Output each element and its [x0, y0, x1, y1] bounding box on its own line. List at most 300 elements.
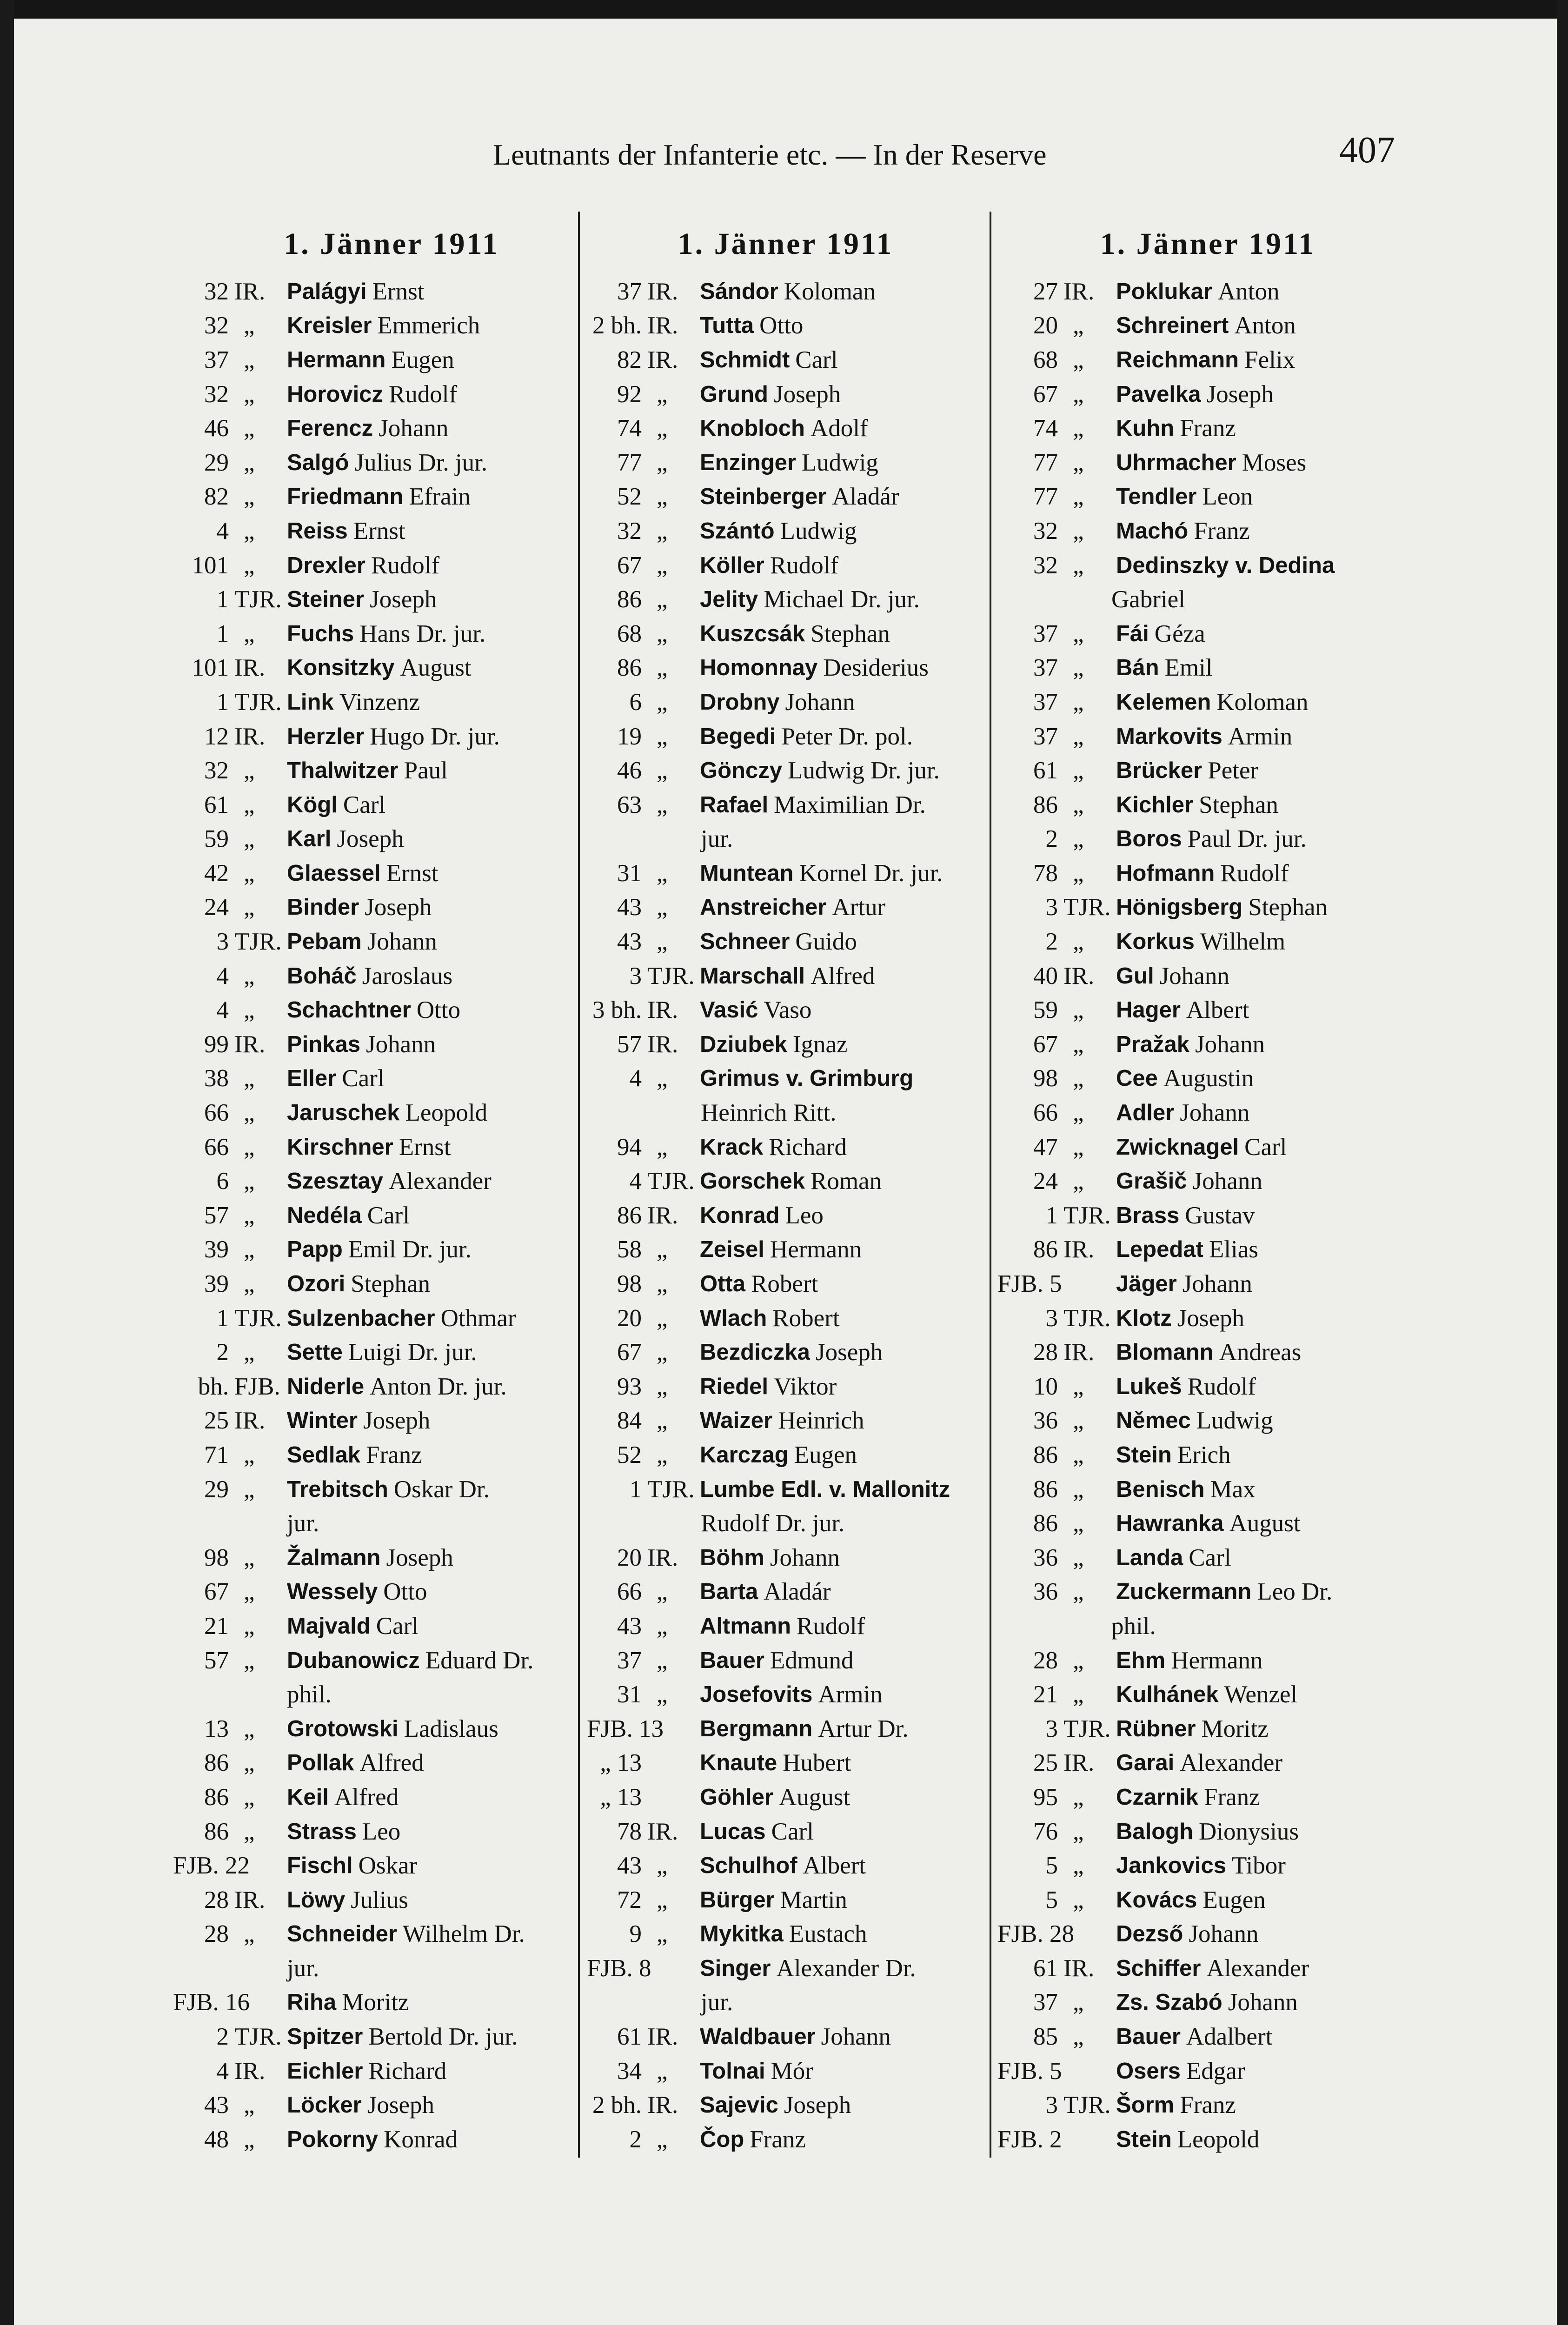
unit-type: „: [244, 1099, 255, 1127]
regiment-number: 85: [1033, 2023, 1058, 2051]
list-item: [173, 1609, 582, 1643]
surname: Schreinert: [1116, 313, 1229, 339]
given-name: Joseph: [1206, 380, 1274, 408]
surname: Ehm: [1116, 1647, 1166, 1673]
unit-type: „: [1073, 825, 1084, 853]
surname: Drobny: [700, 689, 780, 715]
list-item: [587, 1438, 984, 1472]
regiment-number: 36: [1033, 1544, 1058, 1571]
regiment-number: 39: [204, 1236, 229, 1263]
regiment-number: 61: [1033, 1954, 1058, 1982]
list-item: [997, 1404, 1418, 1438]
given-name: Hubert: [783, 1749, 851, 1777]
unit-type: „: [657, 1681, 668, 1708]
given-name: Artur: [832, 894, 886, 921]
unit-type: „: [657, 1920, 668, 1948]
unit-type: „: [244, 449, 255, 476]
continuation-text: jur.: [287, 1510, 319, 1537]
list-item: [173, 2088, 582, 2122]
given-name: Vinzenz: [339, 688, 420, 716]
surname: Jankovics: [1116, 1853, 1226, 1879]
surname: Zwicknagel: [1116, 1134, 1239, 1160]
unit-type: „: [657, 1133, 668, 1161]
given-name: Peter Dr. pol.: [781, 723, 913, 750]
unit-type: „: [1073, 1647, 1084, 1674]
surname: Eller: [287, 1066, 337, 1091]
regiment-number: 32: [204, 278, 229, 305]
unit-type: „: [244, 2126, 255, 2153]
list-item: [997, 1335, 1418, 1369]
list-item: [587, 2019, 984, 2054]
given-name: Carl: [795, 346, 838, 373]
given-name: Oskar Dr.: [393, 1475, 490, 1503]
unit-type: „: [244, 483, 255, 511]
regiment-number: 92: [617, 380, 642, 408]
unit-type: „: [244, 825, 255, 853]
unit-type: „: [657, 1578, 668, 1606]
given-name: Stephan: [811, 620, 890, 647]
regiment-number: 4: [216, 996, 229, 1024]
regiment-number: 66: [204, 1133, 229, 1161]
surname: Reichmann: [1116, 347, 1239, 372]
unit-type: „: [244, 1168, 255, 1195]
surname: Sedlak: [287, 1442, 360, 1468]
surname: Bauer: [700, 1647, 764, 1673]
unit-type: „: [1073, 1510, 1084, 1537]
regiment-number: 32: [1033, 551, 1058, 579]
surname: Konsitzky: [287, 655, 395, 681]
surname: Enzinger: [700, 450, 796, 475]
surname: Tolnai: [700, 2058, 765, 2084]
given-name: Leo Dr.: [1257, 1578, 1333, 1606]
regiment-number: 67: [617, 1339, 642, 1366]
unit-type: „: [244, 1133, 255, 1161]
surname: Pavelka: [1116, 381, 1201, 407]
regiment-number: „ 13: [600, 1783, 642, 1811]
unit-type: „: [657, 586, 668, 613]
list-item: [587, 1712, 984, 1746]
list-item: [173, 548, 582, 583]
surname: Sándor: [700, 279, 778, 304]
surname: Mykitka: [700, 1921, 784, 1947]
list-item: [173, 651, 582, 685]
list-item: [997, 2019, 1418, 2054]
given-name: Ladislaus: [404, 1715, 498, 1742]
given-name: Albert: [803, 1852, 866, 1880]
unit-type: „: [657, 483, 668, 511]
unit-type: „: [244, 1236, 255, 1263]
surname: Hofmann: [1116, 860, 1215, 886]
regiment-number: 93: [617, 1373, 642, 1400]
list-item: [997, 2054, 1418, 2088]
surname: Jelity: [700, 587, 758, 612]
unit-type: „: [1073, 928, 1084, 956]
list-item: [997, 651, 1418, 685]
regiment-number: 78: [1033, 859, 1058, 887]
regiment-number: „ 13: [600, 1749, 642, 1777]
unit-type: „: [1073, 723, 1084, 750]
regiment-number: 37: [1033, 620, 1058, 647]
list-item: [173, 753, 582, 788]
unit-type: TJR.: [234, 586, 282, 613]
surname: Bauer: [1116, 2024, 1181, 2050]
unit-type: IR.: [647, 1818, 678, 1845]
regiment-number: 3: [629, 962, 642, 990]
given-name: Maximilian Dr.: [774, 791, 926, 818]
unit-type: TJR.: [647, 1475, 695, 1503]
unit-type: IR.: [647, 278, 678, 305]
unit-type: „: [244, 551, 255, 579]
regiment-number: 9: [629, 1920, 642, 1948]
given-name: Michael Dr. jur.: [764, 586, 920, 613]
list-item: [587, 1267, 984, 1301]
regiment-number: FJB. 5: [997, 1270, 1062, 1298]
list-item: [997, 1472, 1418, 1507]
given-name: August: [400, 654, 472, 682]
list-item: [997, 1541, 1418, 1575]
given-name: Emil Dr. jur.: [348, 1236, 472, 1263]
regiment-number: 67: [204, 1578, 229, 1606]
regiment-number: bh.: [198, 1373, 229, 1400]
unit-type: „: [244, 1749, 255, 1777]
list-item: [997, 788, 1418, 822]
list-item: [997, 1677, 1418, 1712]
surname: Gönczy: [700, 758, 782, 784]
list-item: [173, 2054, 582, 2088]
given-name: Hans Dr. jur.: [359, 620, 486, 647]
surname: Nedéla: [287, 1202, 362, 1228]
regiment-number: 4: [629, 1168, 642, 1195]
list-item: [997, 1369, 1418, 1404]
list-item-continuation: [173, 1951, 582, 1986]
officer-list: [997, 274, 1418, 2157]
list-item: [587, 1335, 984, 1369]
list-item: [997, 480, 1418, 514]
continuation-text: Rudolf Dr. jur.: [701, 1510, 845, 1537]
list-item: [587, 890, 984, 925]
unit-type: TJR.: [234, 2023, 282, 2051]
unit-type: IR.: [647, 2023, 678, 2051]
list-item: [587, 1369, 984, 1404]
regiment-number: 4: [216, 517, 229, 545]
surname: Boháč: [287, 963, 357, 989]
given-name: Eugen: [794, 1441, 857, 1468]
list-item: [997, 1096, 1418, 1130]
list-item: [997, 2088, 1418, 2122]
surname: Pinkas: [287, 1031, 360, 1057]
list-item: [587, 2088, 984, 2122]
given-name: Mór: [771, 2057, 813, 2085]
column-heading: 1. Jänner 1911: [1100, 227, 1316, 261]
regiment-number: 101: [192, 654, 229, 682]
unit-type: TJR.: [234, 928, 282, 956]
regiment-number: FJB. 22: [173, 1852, 250, 1880]
given-name: Luigi Dr. jur.: [348, 1339, 477, 1366]
column-2: [587, 219, 984, 2157]
regiment-number: 57: [617, 1030, 642, 1058]
unit-type: „: [657, 620, 668, 647]
unit-type: „: [244, 1612, 255, 1640]
unit-type: „: [1073, 551, 1084, 579]
given-name: Albert: [1186, 996, 1249, 1024]
unit-type: „: [244, 1544, 255, 1571]
surname: Grotowski: [287, 1716, 399, 1741]
continuation-text: jur.: [701, 1989, 733, 2016]
regiment-number: 6: [629, 688, 642, 716]
unit-type: „: [1073, 1407, 1084, 1435]
surname: Jäger: [1116, 1271, 1177, 1297]
unit-type: IR.: [647, 346, 678, 373]
regiment-number: FJB. 5: [997, 2057, 1062, 2085]
unit-type: IR.: [234, 278, 266, 305]
surname: Pollak: [287, 1750, 354, 1776]
given-name: Peter: [1208, 757, 1259, 784]
given-name: Othmar: [440, 1304, 516, 1332]
surname: Kulhánek: [1116, 1682, 1219, 1707]
given-name: Joseph: [773, 380, 841, 408]
list-item: [997, 1198, 1418, 1233]
surname: Schneider: [287, 1921, 397, 1947]
list-item: [587, 1404, 984, 1438]
unit-type: IR.: [647, 996, 678, 1024]
regiment-number: 37: [204, 346, 229, 373]
surname: Benisch: [1116, 1476, 1205, 1502]
surname: Homonnay: [700, 655, 818, 681]
unit-type: „: [1073, 1475, 1084, 1503]
unit-type: IR.: [234, 1407, 266, 1435]
column-heading: 1. Jänner 1911: [678, 227, 894, 261]
surname: Brass: [1116, 1202, 1180, 1228]
surname: Friedmann: [287, 484, 404, 510]
list-item: [587, 1301, 984, 1335]
surname: Zs. Szabó: [1116, 1990, 1223, 2015]
regiment-number: 77: [1033, 449, 1058, 476]
given-name: Johann: [1180, 1099, 1250, 1127]
regiment-number: 24: [204, 894, 229, 921]
regiment-number: 52: [617, 1441, 642, 1468]
surname: Sajevic: [700, 2092, 778, 2118]
unit-type: „: [244, 1715, 255, 1742]
list-item: [997, 1780, 1418, 1814]
list-item: [587, 1746, 984, 1780]
regiment-number: 4: [629, 1065, 642, 1092]
list-item-continuation: [587, 1986, 984, 2020]
regiment-number: 1: [216, 1304, 229, 1332]
regiment-number: 28: [1033, 1339, 1058, 1366]
surname: Dziubek: [700, 1031, 787, 1057]
list-item: [587, 1917, 984, 1952]
unit-type: IR.: [1063, 962, 1095, 990]
unit-type: „: [657, 894, 668, 921]
list-item: [587, 1643, 984, 1678]
unit-type: „: [657, 1270, 668, 1298]
surname: Schulhof: [700, 1853, 797, 1879]
given-name: Leopold: [405, 1099, 488, 1127]
regiment-number: 1: [216, 586, 229, 613]
surname: Schiffer: [1116, 1955, 1201, 1981]
given-name: Rudolf: [797, 1612, 865, 1640]
surname: Riha: [287, 1990, 337, 2015]
list-item: [173, 617, 582, 651]
regiment-number: 86: [1033, 791, 1058, 818]
surname: Göhler: [700, 1784, 773, 1810]
unit-type: „: [244, 517, 255, 545]
list-item: [173, 685, 582, 719]
list-item: [587, 788, 984, 822]
unit-type: „: [244, 791, 255, 818]
list-item: [997, 1883, 1418, 1917]
surname: Jaruschek: [287, 1100, 400, 1126]
regiment-number: 2: [216, 2023, 229, 2051]
given-name: Stephan: [1248, 894, 1328, 921]
list-item: [587, 959, 984, 993]
given-name: Heinrich: [778, 1407, 864, 1435]
surname: Spitzer: [287, 2024, 363, 2050]
surname: Link: [287, 689, 334, 715]
regiment-number: 21: [204, 1612, 229, 1640]
unit-type: „: [657, 688, 668, 716]
given-name: Carl: [771, 1818, 814, 1845]
surname: Schachtner: [287, 997, 411, 1023]
scan-border-top: [0, 0, 1568, 19]
regiment-number: 76: [1033, 1818, 1058, 1845]
regiment-number: 3 bh.: [592, 996, 642, 1024]
surname: Gul: [1116, 963, 1154, 989]
given-name: Leo: [362, 1818, 401, 1845]
regiment-number: 2 bh.: [592, 312, 642, 339]
unit-type: IR.: [1063, 1236, 1095, 1263]
unit-type: „: [657, 551, 668, 579]
unit-type: IR.: [647, 1030, 678, 1058]
surname: Garai: [1116, 1750, 1175, 1776]
regiment-number: FJB. 28: [997, 1920, 1074, 1948]
list-item: [173, 1369, 582, 1404]
given-name: Alexander: [1180, 1749, 1283, 1777]
surname: Bezdiczka: [700, 1340, 810, 1365]
surname: Kuszcsák: [700, 621, 805, 646]
list-item: [997, 1130, 1418, 1164]
regiment-number: 59: [1033, 996, 1058, 1024]
given-name: Anton: [1234, 312, 1296, 339]
list-item: [587, 685, 984, 719]
surname: Brücker: [1116, 758, 1203, 784]
given-name: Ludwig: [780, 517, 857, 545]
regiment-number: 98: [1033, 1065, 1058, 1092]
given-name: Viktor: [774, 1373, 837, 1400]
surname: Thalwitzer: [287, 758, 399, 784]
given-name: Rudolf: [388, 380, 458, 408]
list-item: [587, 1027, 984, 1062]
unit-type: „: [244, 312, 255, 339]
list-item: [587, 1233, 984, 1267]
list-item: [587, 1472, 984, 1507]
list-item: [587, 1198, 984, 1233]
unit-type: „: [1073, 791, 1084, 818]
surname: Wlach: [700, 1305, 767, 1331]
surname: Stein: [1116, 1442, 1172, 1468]
given-name: Wenzel: [1224, 1681, 1298, 1708]
surname: Sette: [287, 1340, 343, 1365]
surname: Ferencz: [287, 416, 373, 441]
regiment-number: 37: [617, 1647, 642, 1674]
given-name: Max: [1210, 1475, 1256, 1503]
unit-type: „: [244, 1270, 255, 1298]
surname: Grimus v. Grimburg: [700, 1066, 914, 1091]
surname: Dezső: [1116, 1921, 1183, 1947]
surname: Szántó: [700, 518, 775, 544]
given-name: Augustin: [1163, 1065, 1254, 1092]
regiment-number: FJB. 16: [173, 1989, 250, 2016]
unit-type: „: [657, 1441, 668, 1468]
regiment-number: 98: [617, 1270, 642, 1298]
surname: Poklukar: [1116, 279, 1212, 304]
regiment-number: 66: [204, 1099, 229, 1127]
surname: Uhrmacher: [1116, 450, 1236, 475]
given-name: Joseph: [370, 586, 437, 613]
regiment-number: 36: [1033, 1407, 1058, 1435]
given-name: Alexander: [1206, 1954, 1309, 1982]
surname: Fái: [1116, 621, 1149, 646]
list-item: [587, 924, 984, 959]
surname: Grund: [700, 381, 768, 407]
regiment-number: 2: [216, 1339, 229, 1366]
continuation-text: jur.: [287, 1954, 319, 1982]
unit-type: „: [1073, 517, 1084, 545]
list-item: [173, 1062, 582, 1096]
regiment-number: 25: [204, 1407, 229, 1435]
unit-type: „: [244, 620, 255, 647]
surname: Němec: [1116, 1408, 1191, 1434]
unit-type: „: [657, 2126, 668, 2153]
regiment-number: 63: [617, 791, 642, 818]
unit-type: „: [657, 654, 668, 682]
given-name: Edgar: [1186, 2057, 1245, 2085]
regiment-number: 36: [1033, 1578, 1058, 1606]
list-item: [587, 480, 984, 514]
surname: Karl: [287, 826, 332, 852]
unit-type: „: [1073, 1544, 1084, 1571]
surname: Tutta: [700, 313, 754, 339]
list-item: [997, 617, 1418, 651]
list-item: [173, 343, 582, 377]
given-name: Emil: [1164, 654, 1213, 682]
given-name: Stephan: [1199, 791, 1278, 818]
unit-type: „: [1073, 1852, 1084, 1880]
list-item: [997, 1267, 1418, 1301]
surname: Pražak: [1116, 1031, 1190, 1057]
given-name: Eustach: [789, 1920, 867, 1948]
surname: Lucas: [700, 1819, 766, 1844]
unit-type: „: [1073, 483, 1084, 511]
regiment-number: 1: [629, 1475, 642, 1503]
unit-type: „: [1073, 1818, 1084, 1845]
surname: Lukeš: [1116, 1374, 1182, 1399]
given-name: Robert: [772, 1304, 840, 1332]
unit-type: TJR.: [647, 962, 695, 990]
list-item: [587, 1164, 984, 1198]
given-name: Alfred: [359, 1749, 424, 1777]
unit-type: „: [657, 757, 668, 784]
continuation-text: Gabriel: [1111, 586, 1185, 613]
regiment-number: 67: [1033, 380, 1058, 408]
given-name: Eugen: [1203, 1886, 1266, 1913]
given-name: Moses: [1242, 449, 1307, 476]
given-name: Hermann: [770, 1236, 862, 1263]
unit-type: IR.: [234, 2057, 266, 2085]
surname: Kögl: [287, 792, 338, 817]
given-name: Ludwig: [1196, 1407, 1273, 1435]
surname: Steiner: [287, 587, 365, 612]
